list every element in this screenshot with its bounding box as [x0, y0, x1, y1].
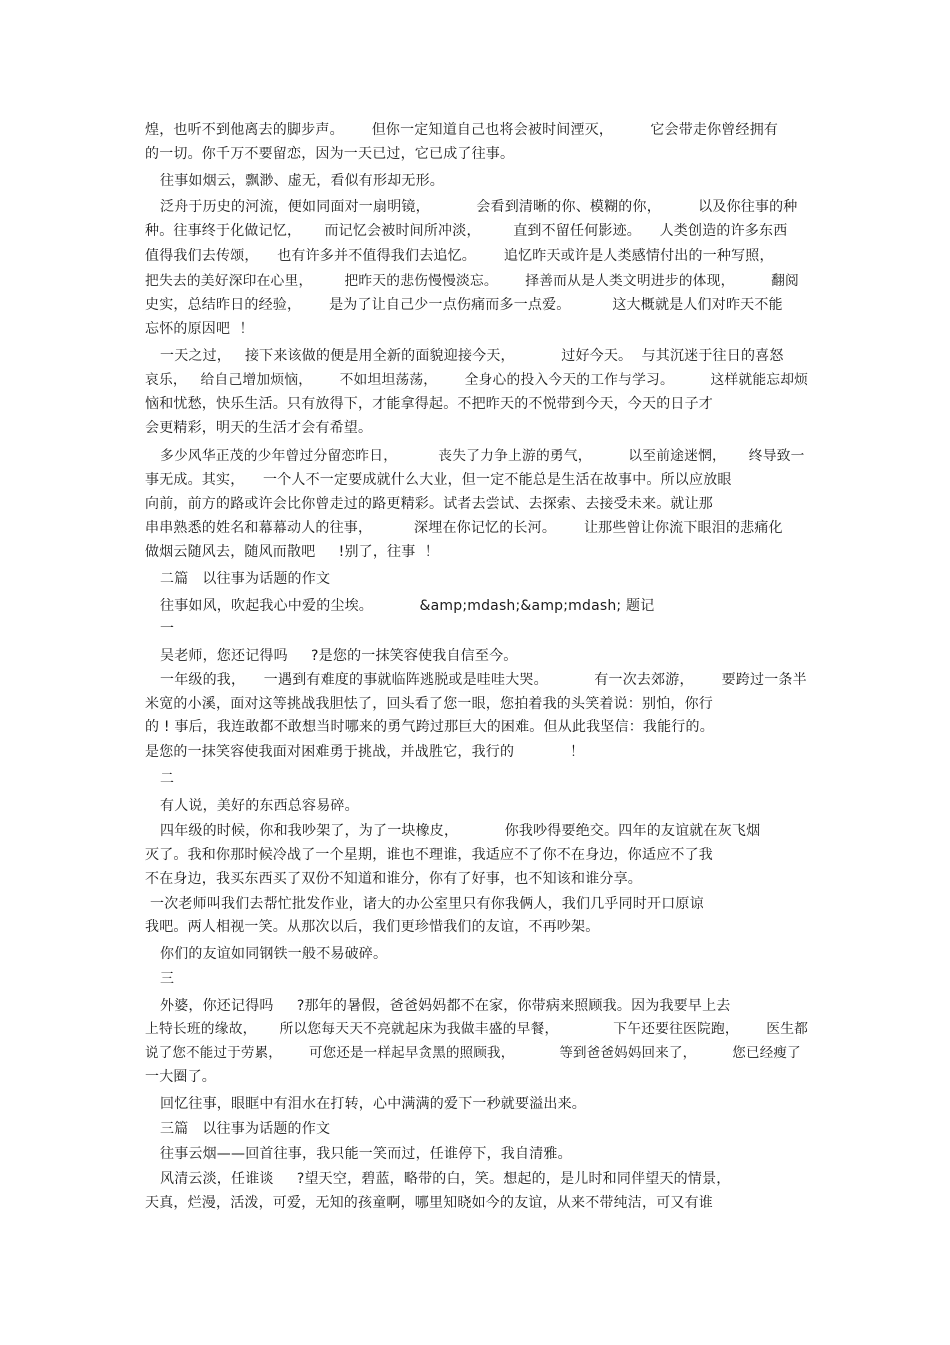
text-line: 四年级的时候，你和我吵架了，为了一块橡皮， 你我吵得要绝交。四年的友谊就在灰飞烟	[160, 823, 761, 839]
text-line: 泛舟于历史的河流，便如同面对一扇明镜， 会看到清晰的你、模糊的你， 以及你往事的种	[160, 199, 798, 215]
section-heading: 三篇 以往事为话题的作文	[160, 1121, 331, 1137]
text-line: 一次老师叫我们去帮忙批发作业，诸大的办公室里只有你我俩人，我们几乎同时开口原谅	[150, 896, 704, 912]
text-line: 一年级的我， 一遇到有难度的事就临阵逃脱或是哇哇大哭。 有一次去郊游， 要跨过一条半	[160, 672, 807, 688]
text-line: 事无成。其实， 一个人不一定要成就什么大业，但一定不能总是生活在故事中。所以应放眼	[145, 472, 732, 488]
text-line: 我吧。两人相视一笑。从那次以后，我们更珍惜我们的友谊，不再吵架。	[145, 919, 600, 935]
section-number: 二	[160, 771, 175, 787]
text-line: 回忆往事，眼眶中有泪水在打转，心中满满的爱下一秒就要溢出来。	[160, 1096, 586, 1112]
text-line: 有人说，美好的东西总容易碎。	[160, 798, 359, 814]
text-line: 史实，总结昨日的经验， 是为了让自己少一点伤痛而多一点爱。 这大概就是人们对昨天不能	[145, 297, 783, 313]
text-line: 往事如风，吹起我心中爱的尘埃。 &amp;mdash;&amp;mdash; 题记	[160, 598, 655, 614]
text-line: 向前，前方的路或许会比你曾走过的路更精彩。试者去尝试、去探索、去接受未来。就让那	[145, 496, 713, 512]
text-line: 天真，烂漫，活泼，可爱，无知的孩童啊，哪里知晓如今的友谊，从来不带纯洁，可又有谁	[145, 1195, 713, 1211]
text-line: 是您的一抹笑容使我面对困难勇于挑战，并战胜它，我行的 ！	[145, 744, 585, 760]
section-heading: 二篇 以往事为话题的作文	[160, 571, 331, 587]
text-line: 种。往事终于化做记忆， 而记忆会被时间所冲淡， 直到不留任何影迹。 人类创造的许多东西	[145, 223, 788, 239]
text-line: 会更精彩，明天的生活才会有希望。	[145, 420, 373, 436]
text-line: 吴老师，您还记得吗 ?是您的一抹笑容使我自信至今。	[160, 648, 518, 664]
text-line: 上特长班的缘故， 所以您每天天不亮就起床为我做丰盛的早餐， 下午还要往医院跑， 医生都	[145, 1021, 809, 1037]
text-line: 煌，也听不到他离去的脚步声。 但你一定知道自己也将会被时间湮灭， 它会带走你曾经拥有	[145, 122, 779, 138]
text-line: 说了您不能过于劳累， 可您还是一样起早贪黑的照顾我， 等到爸爸妈妈回来了， 您已经瘦了	[145, 1045, 801, 1061]
text-line: 你们的友谊如同钢铁一般不易破碎。	[160, 946, 388, 962]
text-line: 不在身边，我买东西买了双份不知道和谁分，你有了好事，也不知该和谁分享。	[145, 871, 642, 887]
text-line: 一大圈了。	[145, 1069, 216, 1085]
text-line: 往事如烟云，飘渺、虚无，看似有形却无形。	[160, 173, 444, 189]
text-line: 风清云淡，任谁谈 ?望天空，碧蓝，略带的白，笑。想起的，是儿时和同伴望天的情景，	[160, 1171, 731, 1187]
text-line: 值得我们去传颂， 也有许多并不值得我们去追忆。 追忆昨天或许是人类感情付出的一种写照，	[145, 248, 774, 264]
text-line: 灭了。我和你那时候冷战了一个星期，谁也不理谁，我适应不了你不在身边，你适应不了我	[145, 847, 713, 863]
text-line: 的一切。你千万不要留恋，因为一天已过，它已成了往事。	[145, 146, 515, 162]
text-line: 往事云烟——回首往事，我只能一笑而过，任谁停下，我自清雅。	[160, 1146, 572, 1162]
text-line: 做烟云随风去，随风而散吧 !别了，往事 ！	[145, 544, 439, 560]
text-line: 一天之过， 接下来该做的便是用全新的面貌迎接今天， 过好今天。 与其沉迷于往日的喜怒	[160, 348, 784, 364]
text-line: 串串熟悉的姓名和幕幕动人的往事， 深埋在你记忆的长河。 让那些曾让你流下眼泪的悲痛化	[145, 520, 783, 536]
text-line: 忘怀的原因吧 ！	[145, 321, 254, 337]
text-line: 恼和忧愁，快乐生活。只有放得下，才能拿得起。不把昨天的不悦带到今天，今天的日子才	[145, 396, 713, 412]
text-line: 多少风华正茂的少年曾过分留恋昨日， 丧失了力争上游的勇气， 以至前途迷惘， 终导致一	[160, 448, 805, 464]
text-line: 米宽的小溪，面对这等挑战我胆怯了，回头看了您一眼，您拍着我的头笑着说：别怕，你行	[145, 696, 713, 712]
text-line: 的 ! 事后，我连敢都不敢想当时哪来的勇气跨过那巨大的困难。但从此我坚信：我能行的。	[145, 719, 714, 735]
text-line: 把失去的美好深印在心里， 把昨天的悲伤慢慢淡忘。 择善而从是人类文明进步的体现， 翻阅	[145, 273, 799, 289]
section-number: 一	[160, 621, 175, 637]
text-line: 哀乐， 给自己增加烦恼， 不如坦坦荡荡， 全身心的投入今天的工作与学习。 这样就能忘却烦	[145, 372, 809, 388]
section-number: 三	[160, 971, 175, 987]
text-line: 外婆，你还记得吗 ?那年的暑假，爸爸妈妈都不在家，你带病来照顾我。因为我要早上去	[160, 998, 731, 1014]
